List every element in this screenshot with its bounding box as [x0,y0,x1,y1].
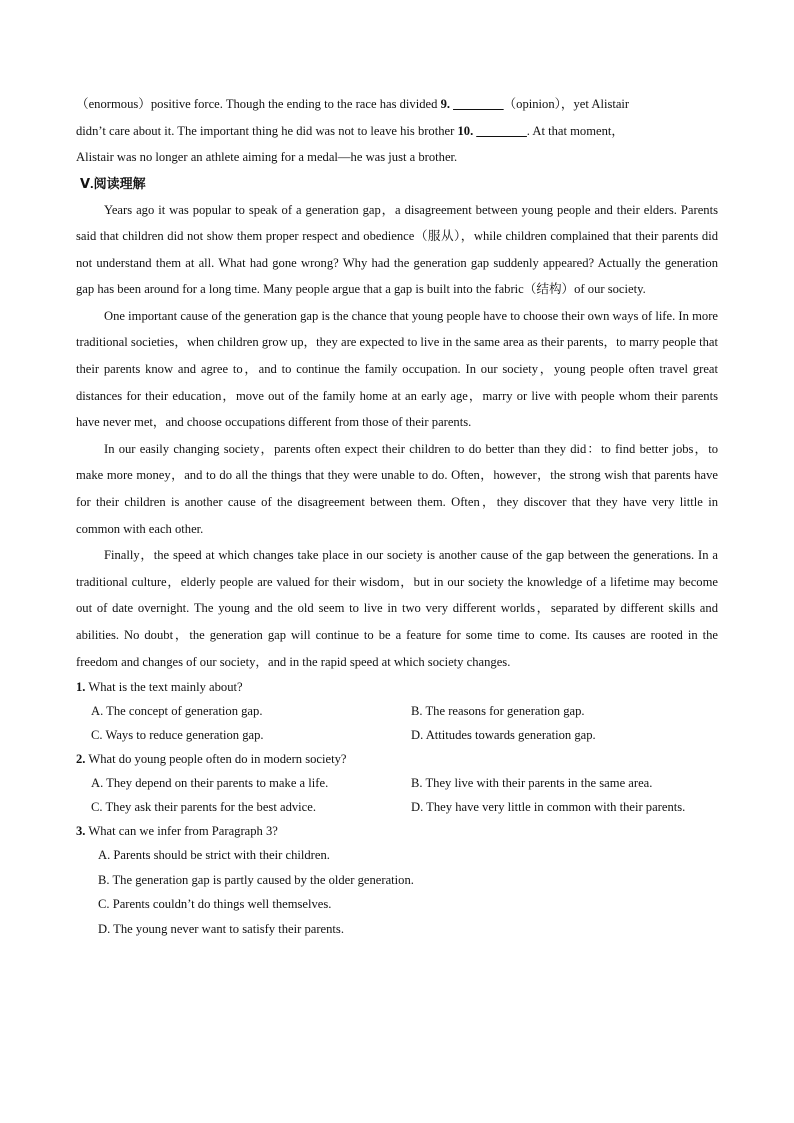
question-2: 2. What do young people often do in modern society? [76,752,347,767]
question-1-options [76,699,718,747]
option-d[interactable]: D. Attitudes towards generation gap. [411,728,596,743]
question-9-blank[interactable]: ________ [453,97,504,111]
document-page [76,91,718,941]
passage-paragraph: Years ago it was popular to speak of a generation gap，a disagreement between young people and their elders. Parents said that children did not show them proper respect and obedience（服从），while children complained that their parents did not understand them at all. What had gone wrong? Why had the generation gap suddenly appeared? Actually the generation gap has been around for a long time. Many people argue that a gap is built into the fabric（结构）of our society. [76,202,718,297]
text-line-2: didn’t care about it. The important thing he did was not to leave his brother 10. ________. At that moment， [76,123,624,138]
question-3: 3. What can we infer from Paragraph 3? [76,824,278,839]
question-10-number: 10. [457,123,474,138]
question-2-options [76,771,718,819]
text-line-3: Alistair was no longer an athlete aiming for a medal—he was just a brother. [76,150,458,164]
option-a[interactable]: A. They depend on their parents to make a life. [91,776,329,791]
passage-paragraph: In our easily changing society，parents often expect their children to do better than they did：to find better jobs，to make more money，and to do all the things that they were unable to do. Often，however，the strong wish that parents have for their children is another cause of the disagreement between them. Often，they discover that they have very little in common with each other. [76,441,718,536]
option-c[interactable]: C. They ask their parents for the best advice. [91,800,316,815]
passage-paragraph: Finally，the speed at which changes take place in our society is another cause of the gap between the generations. In a traditional culture，elderly people are valued for their wisdom，but in our society the knowledge of a lifetime may become out of date overnight. The young and the old seem to live in two very different worlds，separated by different skills and abilities. No doubt，the generation gap will continue to be a feature for some time to come. Its causes are rooted in the freedom and changes of our society，and in the rapid speed at which society changes. [76,548,718,669]
option-b[interactable]: B. The generation gap is partly caused by the older generation. [98,872,414,887]
option-a[interactable]: A. Parents should be strict with their children. [98,848,330,863]
question-9-number: 9. [440,97,451,111]
option-a[interactable]: A. The concept of generation gap. [91,704,263,719]
question-10-blank[interactable]: ________ [476,123,527,138]
option-b[interactable]: B. They live with their parents in the same area. [411,776,653,791]
option-c[interactable]: C. Parents couldn’t do things well themselves. [98,897,332,912]
question-3-options [76,843,718,941]
option-d[interactable]: D. The young never want to satisfy their parents. [98,921,344,936]
passage-paragraph: One important cause of the generation gap is the chance that young people have to choose their own ways of life. In more traditional societies，when children grow up，they are expected to live in the same area as their parents，to marry people that their parents know and agree to，and to continue the family occupation. In our society，young people often travel great distances for their education，move out of the family home at an early age，marry or live with people whom their parents have never met，and choose occupations different from those of their parents. [76,308,718,430]
option-c[interactable]: C. Ways to reduce generation gap. [91,728,264,743]
option-b[interactable]: B. The reasons for generation gap. [411,704,585,719]
question-1: 1. What is the text mainly about? [76,680,243,695]
option-d[interactable]: D. They have very little in common with their parents. [411,800,686,815]
text-line-1: （enormous）positive force. Though the ending to the race has divided 9. ________（opinion），yet Alistair [76,97,630,111]
section-title: Ⅴ.阅读理解 [80,175,146,191]
